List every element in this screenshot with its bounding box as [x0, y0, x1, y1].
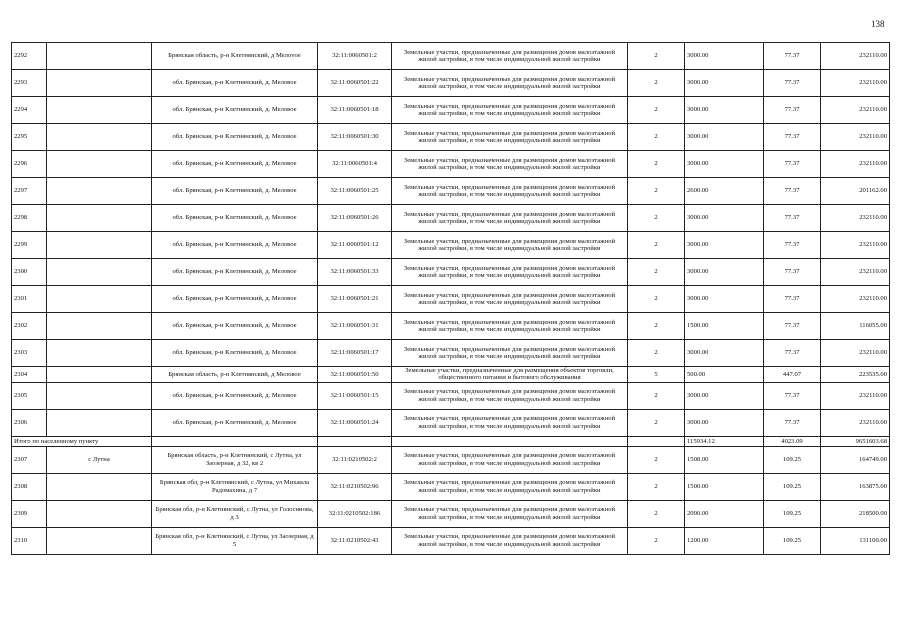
cadastral-value-cell: 232110.00 — [821, 286, 890, 313]
cadastral-number-cell: 32:11:0060501:15 — [318, 382, 392, 409]
land-purpose-cell: Земельные участки, предназначенные для размещения домов малоэтажной жилой застройки, в том числе индивидуальной жилой застройки — [392, 70, 628, 97]
table-row — [12, 232, 890, 259]
specific-value-cell: 77.37 — [764, 382, 821, 409]
specific-value-cell: 77.37 — [764, 43, 821, 70]
area-cell: 3000.00 — [685, 97, 764, 124]
row-number-cell: 2307 — [12, 446, 47, 473]
specific-value-cell: 77.37 — [764, 340, 821, 367]
table-row — [12, 124, 890, 151]
purpose-group-cell: 2 — [628, 313, 685, 340]
purpose-group-cell: 2 — [628, 500, 685, 527]
table-row — [12, 340, 890, 367]
address-cell: Брянская область, р-н Клетнянский, д Меловое — [152, 367, 318, 383]
land-purpose-cell: Земельные участки, предназначенные для размещения домов малоэтажной жилой застройки, в том числе индивидуальной жилой застройки — [392, 340, 628, 367]
locality-cell — [47, 205, 152, 232]
area-cell: 2600.00 — [685, 178, 764, 205]
land-purpose-cell: Земельные участки, предназначенные для размещения домов малоэтажной жилой застройки, в том числе индивидуальной жилой застройки — [392, 178, 628, 205]
area-cell: 3000.00 — [685, 286, 764, 313]
area-cell: 3000.00 — [685, 151, 764, 178]
area-cell: 3000.00 — [685, 409, 764, 436]
area-cell: 1500.00 — [685, 313, 764, 340]
cadastral-number-cell: 32:11:0060501:22 — [318, 70, 392, 97]
address-cell: обл. Брянская, р-н Клетнянский, д. Меловое — [152, 259, 318, 286]
purpose-group-cell: 2 — [628, 473, 685, 500]
table-row — [12, 151, 890, 178]
specific-value-cell: 77.37 — [764, 178, 821, 205]
area-cell: 3000.00 — [685, 382, 764, 409]
table-row — [12, 473, 890, 500]
table-row — [12, 259, 890, 286]
land-purpose-cell: Земельные участки, предназначенные для размещения домов малоэтажной жилой застройки, в том числе индивидуальной жилой застройки — [392, 232, 628, 259]
table-row — [12, 97, 890, 124]
table-body-lower — [12, 446, 890, 554]
cadastral-value-cell: 232110.00 — [821, 151, 890, 178]
specific-value-cell: 77.37 — [764, 70, 821, 97]
cadastral-number-cell: 32:11:0060501:26 — [318, 205, 392, 232]
land-purpose-cell: Земельные участки, предназначенные для размещения домов малоэтажной жилой застройки, в том числе индивидуальной жилой застройки — [392, 97, 628, 124]
table-row — [12, 286, 890, 313]
address-cell: обл. Брянская, р-н Клетнянский, д. Меловое — [152, 409, 318, 436]
specific-value-cell: 77.37 — [764, 259, 821, 286]
land-purpose-cell: Земельные участки, предназначенные для размещения домов малоэтажной жилой застройки, в том числе индивидуальной жилой застройки — [392, 124, 628, 151]
cadastral-number-cell: 32:11:0060501:2 — [318, 43, 392, 70]
cadastral-number-cell: 32:11:0060501:31 — [318, 313, 392, 340]
locality-cell — [47, 286, 152, 313]
subtotal-empty-cell — [628, 436, 685, 446]
subtotal-area: 115934.12 — [685, 436, 764, 446]
locality-cell — [47, 151, 152, 178]
row-number-cell: 2292 — [12, 43, 47, 70]
table-row — [12, 313, 890, 340]
locality-cell — [47, 178, 152, 205]
cadastral-value-cell: 232110.00 — [821, 124, 890, 151]
cadastral-value-cell: 232110.00 — [821, 70, 890, 97]
row-number-cell: 2299 — [12, 232, 47, 259]
cadastral-value-cell: 163875.00 — [821, 473, 890, 500]
purpose-group-cell: 2 — [628, 178, 685, 205]
cadastral-number-cell: 32:11:0060501:4 — [318, 151, 392, 178]
row-number-cell: 2300 — [12, 259, 47, 286]
locality-cell — [47, 259, 152, 286]
table-row — [12, 500, 890, 527]
locality-cell — [47, 70, 152, 97]
cadastral-value-table — [11, 42, 890, 555]
purpose-group-cell: 2 — [628, 409, 685, 436]
specific-value-cell: 77.37 — [764, 97, 821, 124]
cadastral-value-cell: 223535.00 — [821, 367, 890, 383]
table-row — [12, 43, 890, 70]
specific-value-cell: 77.37 — [764, 151, 821, 178]
specific-value-cell: 447.07 — [764, 367, 821, 383]
locality-cell — [47, 97, 152, 124]
area-cell: 3000.00 — [685, 43, 764, 70]
land-purpose-cell: Земельные участки, предназначенные для размещения домов малоэтажной жилой застройки, в том числе индивидуальной жилой застройки — [392, 43, 628, 70]
subtotal-label: Итого по населенному пункту — [12, 436, 152, 446]
row-number-cell: 2301 — [12, 286, 47, 313]
purpose-group-cell: 2 — [628, 382, 685, 409]
specific-value-cell: 77.37 — [764, 124, 821, 151]
row-number-cell: 2296 — [12, 151, 47, 178]
cadastral-number-cell: 32:11:0060501:25 — [318, 178, 392, 205]
address-cell: обл. Брянская, р-н Клетнянский, д. Меловое — [152, 70, 318, 97]
land-purpose-cell: Земельные участки, предназначенные для размещения домов малоэтажной жилой застройки, в том числе индивидуальной жилой застройки — [392, 259, 628, 286]
land-purpose-cell: Земельные участки, предназначенные для размещения домов малоэтажной жилой застройки, в том числе индивидуальной жилой застройки — [392, 527, 628, 554]
address-cell: обл. Брянская, р-н Клетнянский, д. Меловое — [152, 205, 318, 232]
land-purpose-cell: Земельные участки, предназначенные для размещения домов малоэтажной жилой застройки, в том числе индивидуальной жилой застройки — [392, 473, 628, 500]
land-purpose-cell: Земельные участки, предназначенные для размещения домов малоэтажной жилой застройки, в том числе индивидуальной жилой застройки — [392, 286, 628, 313]
purpose-group-cell: 2 — [628, 43, 685, 70]
address-cell: Брянская обл, р-н Клетнянский, с Лутна, ул Голосниова, д 3 — [152, 500, 318, 527]
address-cell: обл. Брянская, р-н Клетнянский, д. Меловое — [152, 151, 318, 178]
land-purpose-cell: Земельные участки, предназначенные для размещения домов малоэтажной жилой застройки, в том числе индивидуальной жилой застройки — [392, 409, 628, 436]
purpose-group-cell: 2 — [628, 124, 685, 151]
subtotal-empty-cell — [152, 436, 318, 446]
locality-cell — [47, 382, 152, 409]
purpose-group-cell: 2 — [628, 259, 685, 286]
address-cell: обл. Брянская, р-н Клетнянский, д. Меловое — [152, 286, 318, 313]
purpose-group-cell: 2 — [628, 205, 685, 232]
address-cell: обл. Брянская, р-н Клетнянский, д. Меловое — [152, 340, 318, 367]
specific-value-cell: 109.25 — [764, 527, 821, 554]
area-cell: 1200.00 — [685, 527, 764, 554]
purpose-group-cell: 2 — [628, 340, 685, 367]
row-number-cell: 2308 — [12, 473, 47, 500]
cadastral-number-cell: 32:11:0060501:33 — [318, 259, 392, 286]
specific-value-cell: 109.25 — [764, 473, 821, 500]
locality-cell — [47, 124, 152, 151]
address-cell: обл. Брянская, р-н Клетнянский, д. Меловое — [152, 382, 318, 409]
specific-value-cell: 109.25 — [764, 446, 821, 473]
cadastral-number-cell: 32:11:0210502:43 — [318, 527, 392, 554]
row-number-cell: 2294 — [12, 97, 47, 124]
cadastral-value-cell: 232110.00 — [821, 205, 890, 232]
specific-value-cell: 109.25 — [764, 500, 821, 527]
land-purpose-cell: Земельные участки, предназначенные для размещения домов малоэтажной жилой застройки, в том числе индивидуальной жилой застройки — [392, 313, 628, 340]
cadastral-value-cell: 232110.00 — [821, 340, 890, 367]
cadastral-number-cell: 32:11:0210502:186 — [318, 500, 392, 527]
specific-value-cell: 77.37 — [764, 286, 821, 313]
specific-value-cell: 77.37 — [764, 409, 821, 436]
locality-cell: с Лутна — [47, 446, 152, 473]
cadastral-value-cell: 232110.00 — [821, 232, 890, 259]
cadastral-value-cell: 201162.00 — [821, 178, 890, 205]
address-cell: Брянская область, р-н Клетнянский, с Лутна, ул Заозерная, д 32, кв 2 — [152, 446, 318, 473]
land-purpose-cell: Земельные участки, предназначенные для размещения домов малоэтажной жилой застройки, в том числе индивидуальной жилой застройки — [392, 446, 628, 473]
specific-value-cell: 77.37 — [764, 313, 821, 340]
land-purpose-cell: Земельные участки, предназначенные для размещения домов малоэтажной жилой застройки, в том числе индивидуальной жилой застройки — [392, 205, 628, 232]
row-number-cell: 2302 — [12, 313, 47, 340]
subtotal-rate: 4023.09 — [764, 436, 821, 446]
area-cell: 3000.00 — [685, 259, 764, 286]
land-purpose-cell: Земельные участки, предназначенные для размещения домов малоэтажной жилой застройки, в том числе индивидуальной жилой застройки — [392, 500, 628, 527]
cadastral-number-cell: 32:11:0210502:2 — [318, 446, 392, 473]
subtotal-row — [12, 436, 890, 446]
area-cell: 3000.00 — [685, 340, 764, 367]
subtotal-section — [12, 436, 890, 446]
subtotal-empty-cell — [318, 436, 392, 446]
table-row — [12, 527, 890, 554]
cadastral-number-cell: 32:11:0060501:12 — [318, 232, 392, 259]
area-cell: 3000.00 — [685, 70, 764, 97]
table-row — [12, 178, 890, 205]
table-row — [12, 367, 890, 383]
locality-cell — [47, 232, 152, 259]
locality-cell — [47, 473, 152, 500]
purpose-group-cell: 2 — [628, 286, 685, 313]
locality-cell — [47, 409, 152, 436]
table-row — [12, 409, 890, 436]
locality-cell — [47, 527, 152, 554]
address-cell: обл. Брянская, р-н Клетнянский, д. Меловое — [152, 232, 318, 259]
cadastral-value-cell: 218500.00 — [821, 500, 890, 527]
purpose-group-cell: 2 — [628, 151, 685, 178]
cadastral-number-cell: 32:11:0210502:96 — [318, 473, 392, 500]
cadastral-value-cell: 232110.00 — [821, 382, 890, 409]
area-cell: 1508.00 — [685, 446, 764, 473]
table-row — [12, 205, 890, 232]
area-cell: 2000.00 — [685, 500, 764, 527]
area-cell: 3000.00 — [685, 232, 764, 259]
address-cell: обл. Брянская, р-н Клетнянский, д. Меловое — [152, 124, 318, 151]
row-number-cell: 2298 — [12, 205, 47, 232]
address-cell: Брянская обл, р-н Клетнянский, с Лутна, ул Заозерная, д 5 — [152, 527, 318, 554]
row-number-cell: 2305 — [12, 382, 47, 409]
area-cell: 3000.00 — [685, 124, 764, 151]
table-row — [12, 70, 890, 97]
cadastral-value-cell: 232110.00 — [821, 409, 890, 436]
specific-value-cell: 77.37 — [764, 232, 821, 259]
locality-cell — [47, 367, 152, 383]
address-cell: Брянская область, р-н Клетнянский, д Мелovое — [152, 43, 318, 70]
cadastral-number-cell: 32:11:0060501:21 — [318, 286, 392, 313]
cadastral-value-cell: 232110.00 — [821, 97, 890, 124]
purpose-group-cell: 2 — [628, 97, 685, 124]
purpose-group-cell: 2 — [628, 527, 685, 554]
address-cell: обл. Брянская, р-н Клетнянский, д. Меловое — [152, 178, 318, 205]
page-number: 138 — [871, 19, 885, 29]
row-number-cell: 2306 — [12, 409, 47, 436]
row-number-cell: 2295 — [12, 124, 47, 151]
cadastral-value-cell: 116055.00 — [821, 313, 890, 340]
cadastral-value-cell: 131100.00 — [821, 527, 890, 554]
locality-cell — [47, 340, 152, 367]
land-purpose-cell: Земельные участки, предназначенные для размещения объектов торговли, общественного питания и бытового обслуживания — [392, 367, 628, 383]
row-number-cell: 2297 — [12, 178, 47, 205]
address-cell: Брянская обл, р-н Клетнянский, с Лутна, ул Михаила Радомахина, д 7 — [152, 473, 318, 500]
cadastral-number-cell: 32:11:0060501:24 — [318, 409, 392, 436]
address-cell: обл. Брянская, р-н Клетнянский, д. Меловое — [152, 97, 318, 124]
land-purpose-cell: Земельные участки, предназначенные для размещения домов малоэтажной жилой застройки, в том числе индивидуальной жилой застройки — [392, 151, 628, 178]
locality-cell — [47, 43, 152, 70]
address-cell: обл. Брянская, р-н Клетнянский, д. Меловое — [152, 313, 318, 340]
table-row — [12, 382, 890, 409]
cadastral-number-cell: 32:11:0060501:50 — [318, 367, 392, 383]
purpose-group-cell: 5 — [628, 367, 685, 383]
purpose-group-cell: 2 — [628, 70, 685, 97]
row-number-cell: 2303 — [12, 340, 47, 367]
locality-cell — [47, 500, 152, 527]
table-body-upper — [12, 43, 890, 437]
subtotal-cost: 9651603.68 — [821, 436, 890, 446]
subtotal-empty-cell — [392, 436, 628, 446]
cadastral-number-cell: 32:11:0060501:18 — [318, 97, 392, 124]
cadastral-value-cell: 232110.00 — [821, 259, 890, 286]
cadastral-number-cell: 32:11:0060501:30 — [318, 124, 392, 151]
area-cell: 1500.00 — [685, 473, 764, 500]
land-purpose-cell: Земельные участки, предназначенные для размещения домов малоэтажной жилой застройки, в том числе индивидуальной жилой застройки — [392, 382, 628, 409]
area-cell: 3000.00 — [685, 205, 764, 232]
cadastral-value-cell: 164749.00 — [821, 446, 890, 473]
row-number-cell: 2304 — [12, 367, 47, 383]
row-number-cell: 2310 — [12, 527, 47, 554]
locality-cell — [47, 313, 152, 340]
cadastral-value-cell: 232110.00 — [821, 43, 890, 70]
specific-value-cell: 77.37 — [764, 205, 821, 232]
row-number-cell: 2293 — [12, 70, 47, 97]
purpose-group-cell: 2 — [628, 446, 685, 473]
row-number-cell: 2309 — [12, 500, 47, 527]
purpose-group-cell: 2 — [628, 232, 685, 259]
cadastral-number-cell: 32:11:0060501:17 — [318, 340, 392, 367]
area-cell: 500.00 — [685, 367, 764, 383]
table-row — [12, 446, 890, 473]
